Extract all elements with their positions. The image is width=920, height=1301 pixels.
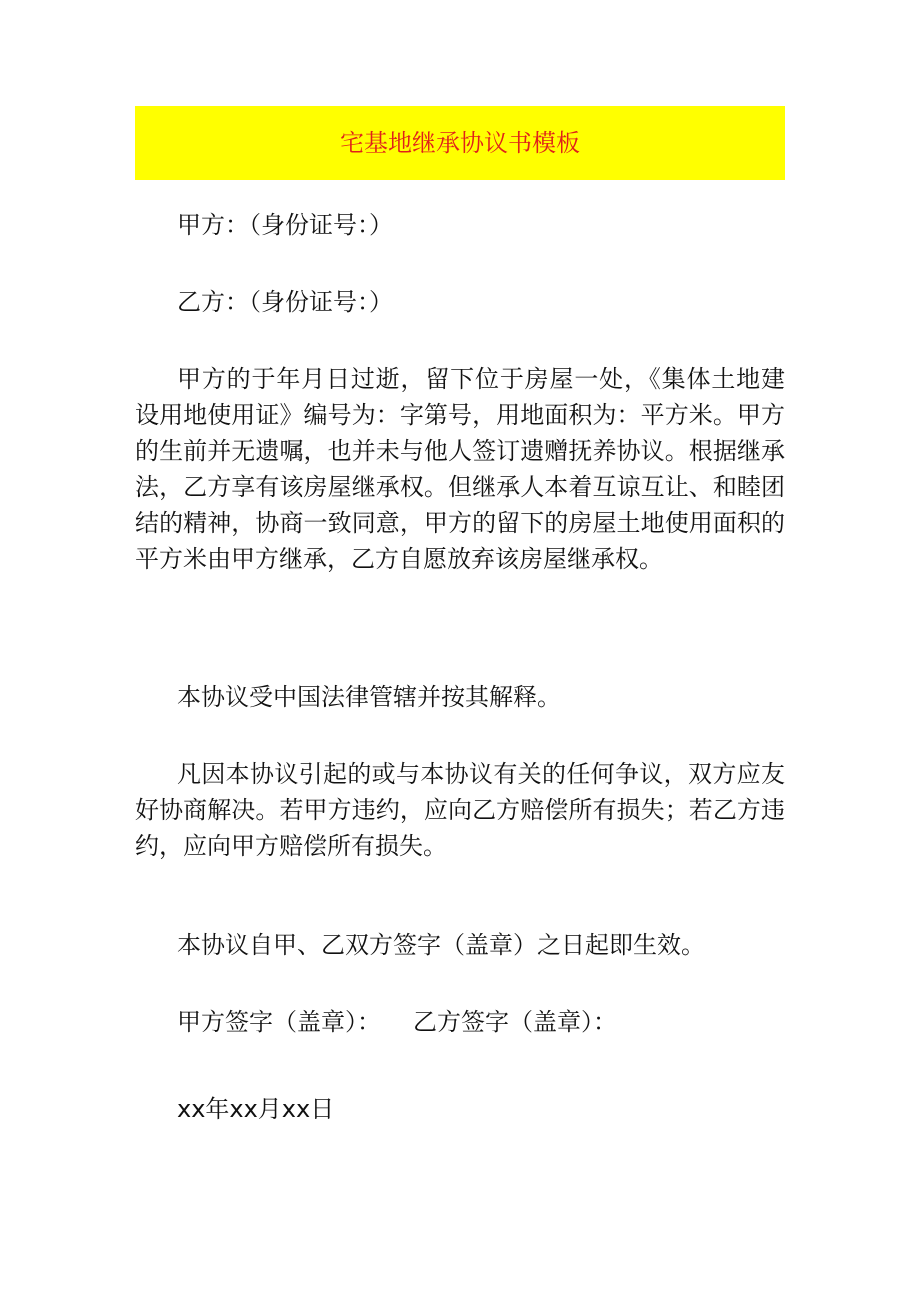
title-banner — [135, 106, 785, 180]
signature-row — [177, 1004, 617, 1040]
effective-clause-paragraph: 本协议自甲、乙双方签字（盖章）之日起即生效。 — [177, 931, 705, 959]
governing-law-paragraph: 本协议受中国法律管辖并按其解释。 — [177, 683, 561, 711]
party-a-line: 甲方：（身份证号：） — [177, 211, 393, 239]
main-clause-paragraph: 甲方的于年月日过逝，留下位于房屋一处，《集体土地建设用地使用证》编号为：字第号，用地面积为：平方米。甲方的生前并无遗嘱，也并未与他人签订遗赠抚养协议。根据继承法，乙方享有该房屋继承权。但继承人本着互谅互让、和睦团结的精神，协商一致同意，甲方的留下的房屋土地使用面积的平方米由甲方继承，乙方自愿放弃该房屋继承权。 — [135, 365, 785, 573]
dispute-clause-paragraph: 凡因本协议引起的或与本协议有关的任何争议，双方应友好协商解决。若甲方违约，应向乙方赔偿所有损失；若乙方违约，应向甲方赔偿所有损失。 — [135, 760, 785, 860]
party-b-signature-label: 乙方签字（盖章）： — [413, 1008, 617, 1036]
party-b-line: 乙方：（身份证号：） — [177, 288, 393, 316]
date-line: xx年xx月xx日 — [177, 1095, 335, 1123]
party-a-signature-label: 甲方签字（盖章）： — [177, 1008, 381, 1036]
document-title: 宅基地继承协议书模板 — [340, 129, 580, 157]
